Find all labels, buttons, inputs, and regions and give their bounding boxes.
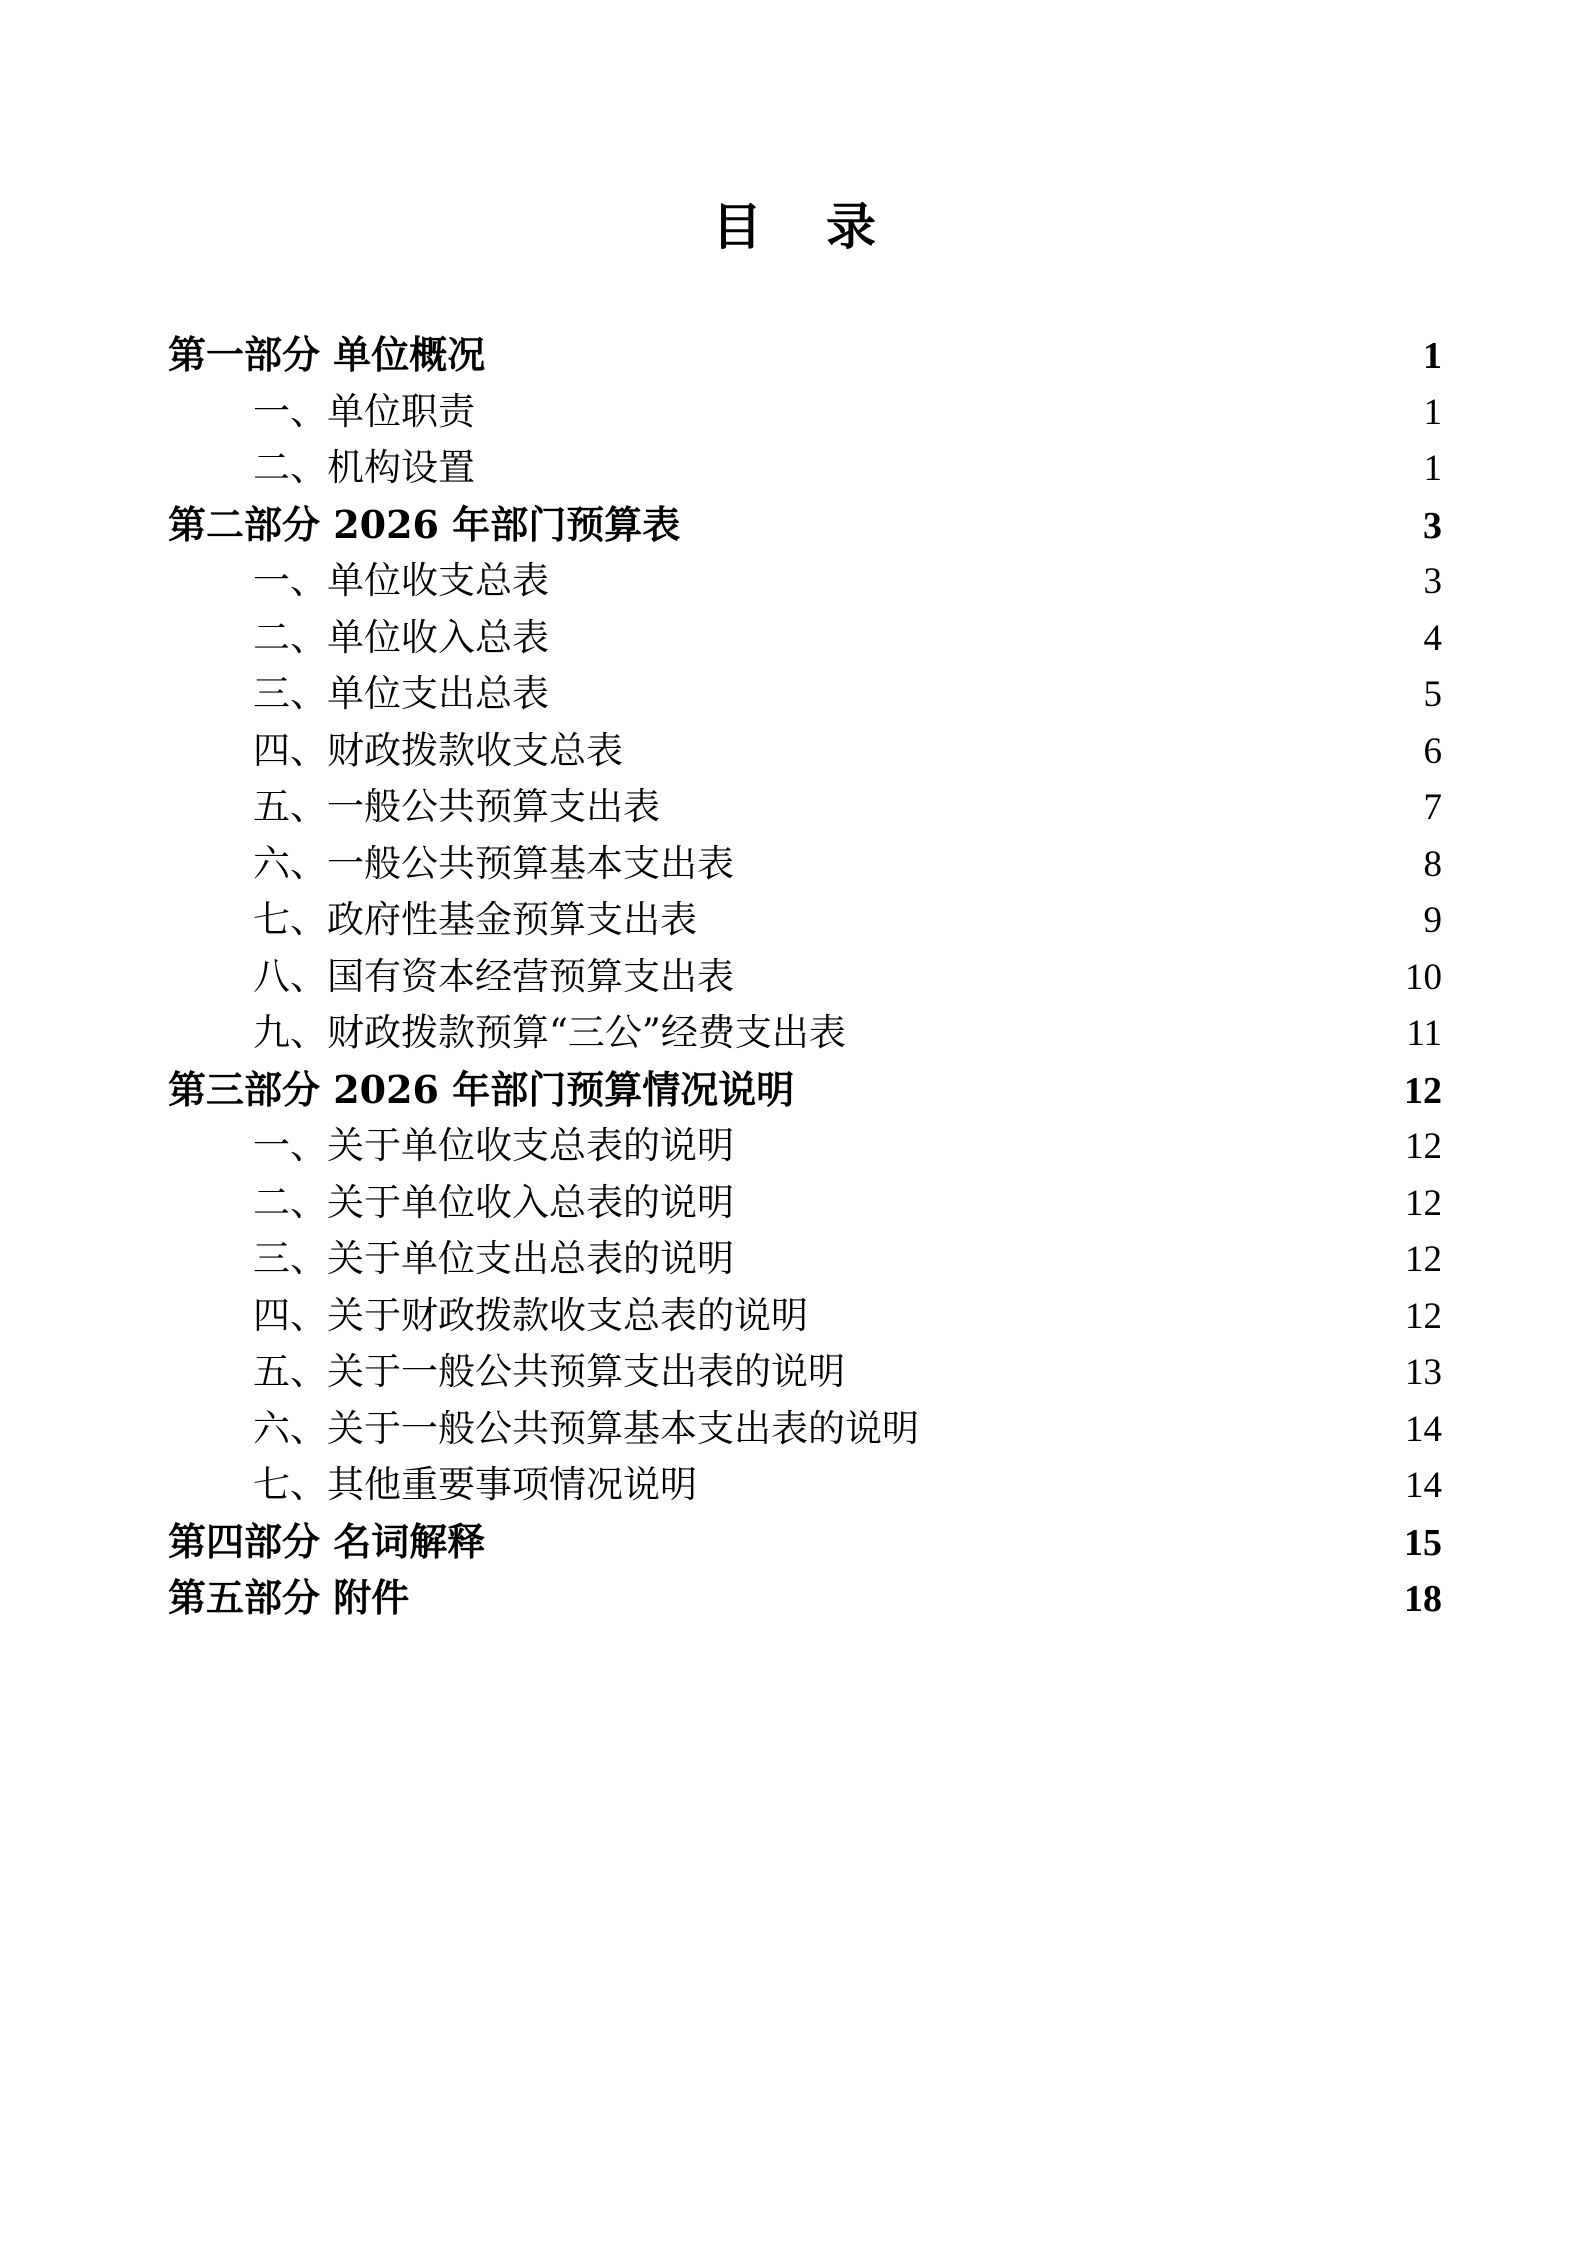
- dot-leader: [625, 762, 1422, 763]
- dot-leader: [487, 1554, 1402, 1555]
- toc-entry-label: 六、一般公共预算基本支出表: [253, 841, 734, 885]
- toc-section-entry[interactable]: [168, 723, 1442, 780]
- toc-section-entry[interactable]: [168, 610, 1442, 667]
- toc-page-number: 1: [1423, 391, 1442, 433]
- toc-section-entry[interactable]: [168, 440, 1442, 497]
- page-title-right: 录: [826, 197, 876, 256]
- dot-leader: [736, 1270, 1403, 1271]
- toc-page-number: 14: [1405, 1465, 1442, 1506]
- dot-leader: [921, 1440, 1403, 1441]
- dot-leader: [736, 1157, 1403, 1158]
- toc-entry-label: 一、关于单位收支总表的说明: [253, 1124, 734, 1167]
- toc-page-number: 4: [1423, 617, 1442, 659]
- dot-leader: [551, 592, 1422, 593]
- toc-section-entry[interactable]: [168, 1005, 1442, 1062]
- toc-page-number: 12: [1405, 1295, 1442, 1337]
- toc-section-entry[interactable]: [168, 384, 1442, 441]
- toc-page-number: 7: [1423, 787, 1442, 828]
- toc-page-number: 5: [1423, 674, 1442, 715]
- dot-leader: [736, 988, 1403, 989]
- toc-entry-label: 第二部分 2026 年部门预算表: [168, 501, 681, 547]
- dot-leader: [551, 649, 1422, 650]
- toc-entry-label: 三、单位支出总表: [253, 672, 549, 715]
- toc-page-number: 13: [1405, 1352, 1442, 1393]
- toc-entry-label: 四、关于财政拨款收支总表的说明: [253, 1293, 808, 1337]
- toc-page-number: 9: [1423, 900, 1442, 941]
- toc-entry-label: 二、单位收入总表: [253, 615, 549, 659]
- dot-leader: [736, 1214, 1403, 1215]
- table-of-contents: [168, 327, 1442, 1627]
- toc-section-entry[interactable]: [168, 553, 1442, 610]
- toc-entry-label: 七、政府性基金预算支出表: [253, 898, 697, 941]
- toc-section-entry[interactable]: [168, 1175, 1442, 1232]
- dot-leader: [487, 367, 1421, 368]
- toc-page-number: 12: [1405, 1126, 1442, 1167]
- dot-leader: [848, 1044, 1405, 1045]
- toc-page-number: 1: [1423, 335, 1442, 377]
- toc-page-number: 14: [1405, 1408, 1442, 1450]
- toc-section-entry[interactable]: [168, 1288, 1442, 1345]
- dot-leader: [662, 818, 1422, 819]
- dot-leader: [682, 537, 1421, 538]
- dot-leader: [736, 875, 1422, 876]
- toc-section-entry[interactable]: [168, 836, 1442, 893]
- toc-entry-label: 二、关于单位收入总表的说明: [253, 1180, 734, 1224]
- toc-part-entry[interactable]: [168, 497, 1442, 554]
- toc-part-entry[interactable]: [168, 1062, 1442, 1119]
- toc-section-entry[interactable]: [168, 1401, 1442, 1458]
- toc-part-entry[interactable]: [168, 1570, 1442, 1627]
- dot-leader: [411, 1610, 1402, 1611]
- toc-entry-label: 第三部分 2026 年部门预算情况说明: [168, 1066, 795, 1112]
- dot-leader: [551, 705, 1422, 706]
- dot-leader: [847, 1383, 1403, 1384]
- dot-leader: [477, 423, 1422, 424]
- toc-entry-label: 九、财政拨款预算“三公”经费支出表: [253, 1011, 846, 1054]
- toc-entry-label: 八、国有资本经营预算支出表: [253, 954, 734, 998]
- toc-entry-label: 四、财政拨款收支总表: [253, 728, 623, 772]
- toc-section-entry[interactable]: [168, 779, 1442, 836]
- toc-entry-label: 五、关于一般公共预算支出表的说明: [253, 1350, 845, 1393]
- dot-leader: [477, 479, 1422, 480]
- toc-entry-label: 二、机构设置: [253, 446, 475, 489]
- toc-entry-label: 第四部分 名词解释: [168, 1518, 486, 1564]
- toc-section-entry[interactable]: [168, 666, 1442, 723]
- toc-page-number: 12: [1405, 1239, 1442, 1280]
- toc-entry-label: 第一部分 单位概况: [168, 332, 486, 377]
- toc-entry-label: 七、其他重要事项情况说明: [253, 1463, 697, 1506]
- toc-section-entry[interactable]: [168, 892, 1442, 949]
- toc-page-number: 8: [1423, 843, 1442, 885]
- toc-page-number: 18: [1404, 1578, 1442, 1620]
- dot-leader: [796, 1102, 1402, 1103]
- toc-page-number: 12: [1405, 1182, 1442, 1224]
- toc-part-entry[interactable]: [168, 1514, 1442, 1571]
- dot-leader: [699, 931, 1422, 932]
- toc-page-number: 3: [1423, 561, 1442, 602]
- dot-leader: [699, 1496, 1403, 1497]
- toc-section-entry[interactable]: [168, 1457, 1442, 1514]
- toc-section-entry[interactable]: [168, 1344, 1442, 1401]
- toc-section-entry[interactable]: [168, 949, 1442, 1006]
- page-title-left: 目: [712, 197, 762, 256]
- toc-page-number: 3: [1423, 504, 1442, 547]
- toc-section-entry[interactable]: [168, 1231, 1442, 1288]
- toc-part-entry[interactable]: [168, 327, 1442, 384]
- toc-entry-label: 三、关于单位支出总表的说明: [253, 1237, 734, 1280]
- toc-entry-label: 一、单位职责: [253, 389, 475, 433]
- toc-page-number: 1: [1423, 448, 1442, 489]
- toc-entry-label: 五、一般公共预算支出表: [253, 785, 660, 828]
- dot-leader: [810, 1327, 1403, 1328]
- toc-page-number: 15: [1404, 1521, 1442, 1564]
- toc-section-entry[interactable]: [168, 1118, 1442, 1175]
- toc-page-number: 6: [1423, 730, 1442, 772]
- toc-entry-label: 六、关于一般公共预算基本支出表的说明: [253, 1406, 919, 1450]
- toc-page-number: 12: [1404, 1069, 1442, 1112]
- toc-entry-label: 一、单位收支总表: [253, 559, 549, 602]
- toc-page-number: 10: [1405, 956, 1442, 998]
- toc-entry-label: 第五部分 附件: [168, 1575, 410, 1620]
- toc-page-number: 11: [1406, 1013, 1442, 1054]
- page-title: [0, 192, 1588, 262]
